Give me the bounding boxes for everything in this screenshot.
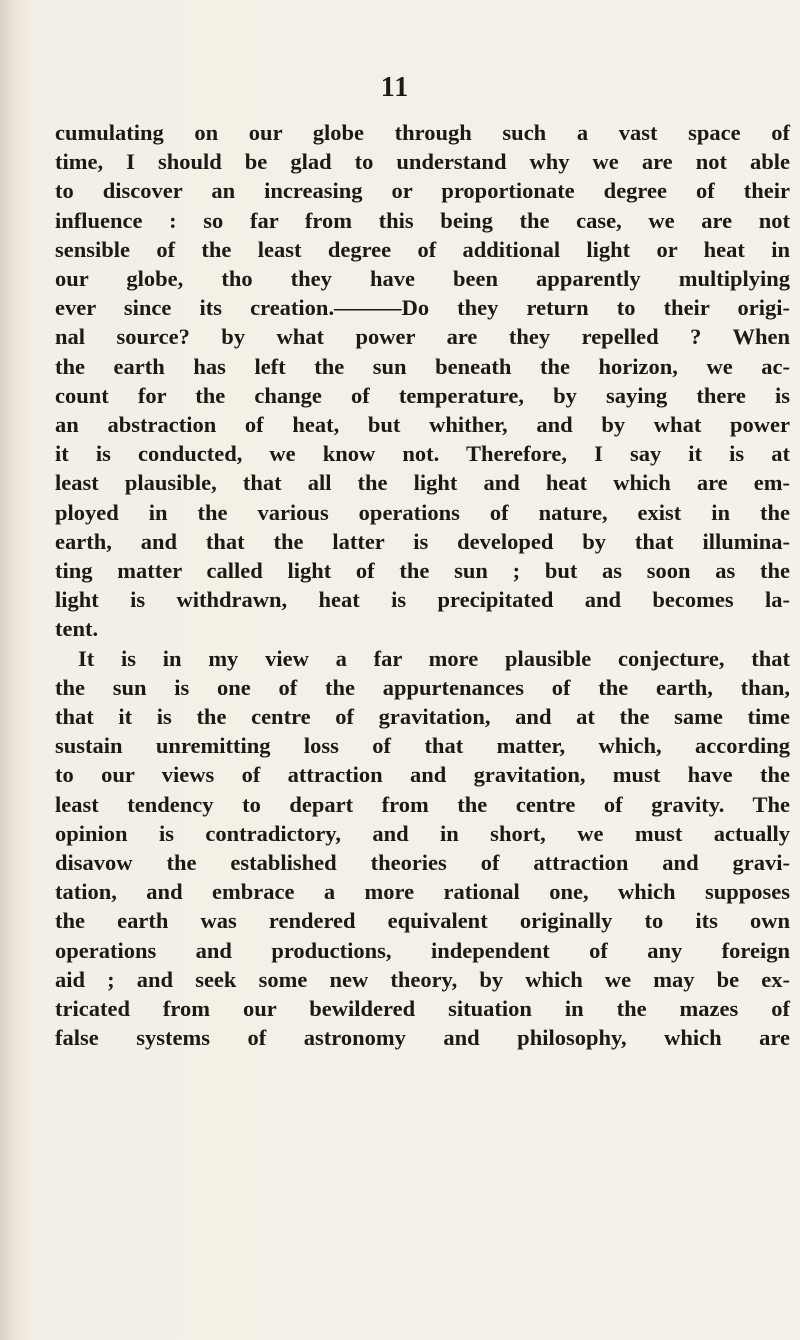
text-line: our globe, tho they have been apparently multiplying (55, 266, 790, 292)
text-line: to our views of attraction and gravitation, must have the (55, 762, 790, 788)
text-line: tation, and embrace a more rational one, which supposes (55, 879, 790, 905)
text-line: sensible of the least degree of additional light or heat in (55, 236, 790, 262)
paragraph (55, 644, 790, 1053)
text-line: ever since its creation.———Do they return to their origi- (55, 295, 790, 321)
text-line: earth, and that the latter is developed by that illumina- (55, 528, 790, 554)
text-line: cumulating on our globe through such a vast space of (55, 120, 790, 145)
text-line: nal source? by what power are they repelled ? When (55, 324, 790, 350)
body-text (55, 118, 790, 1053)
text-line: that it is the centre of gravitation, and at the same time (55, 704, 790, 730)
page-number: 11 (380, 72, 410, 103)
text-line: ting matter called light of the sun ; but as soon as the (55, 558, 790, 584)
text-line: tricated from our bewildered situation in the mazes of (55, 996, 790, 1022)
paragraph (55, 118, 790, 644)
text-line: opinion is contradictory, and in short, we must actually (55, 820, 790, 846)
text-line: sustain unremitting loss of that matter, which, according (55, 733, 790, 759)
text-line: least tendency to depart from the centre of gravity. The (55, 791, 790, 817)
text-line: the earth has left the sun beneath the horizon, we ac- (55, 353, 790, 379)
text-line: It is in my view a far more plausible conjecture, that (78, 645, 790, 671)
text-line: disavow the established theories of attraction and gravi- (55, 850, 790, 876)
text-line: least plausible, that all the light and heat which are em- (55, 470, 790, 496)
text-line: influence : so far from this being the case, we are not (55, 207, 790, 233)
text-line: the earth was rendered equivalent originally to its own (55, 908, 790, 934)
text-line: it is conducted, we know not. Therefore, I say it is at (55, 441, 790, 467)
text-line: false systems of astronomy and philosophy, which are (55, 1025, 790, 1051)
text-line: the sun is one of the appurtenances of the earth, than, (55, 674, 790, 700)
text-line: aid ; and seek some new theory, by which we may be ex- (55, 966, 790, 992)
text-line: to discover an increasing or proportionate degree of their (55, 178, 790, 204)
text-line: tent. (55, 616, 99, 642)
text-line: time, I should be glad to understand why we are not able (55, 149, 790, 175)
text-line: light is withdrawn, heat is precipitated and becomes la- (55, 587, 790, 613)
text-line: count for the change of temperature, by saying there is (55, 382, 790, 408)
text-line: operations and productions, independent of any foreign (55, 937, 790, 963)
text-line: ployed in the various operations of nature, exist in the (55, 499, 790, 525)
text-line: an abstraction of heat, but whither, and by what power (55, 412, 790, 438)
